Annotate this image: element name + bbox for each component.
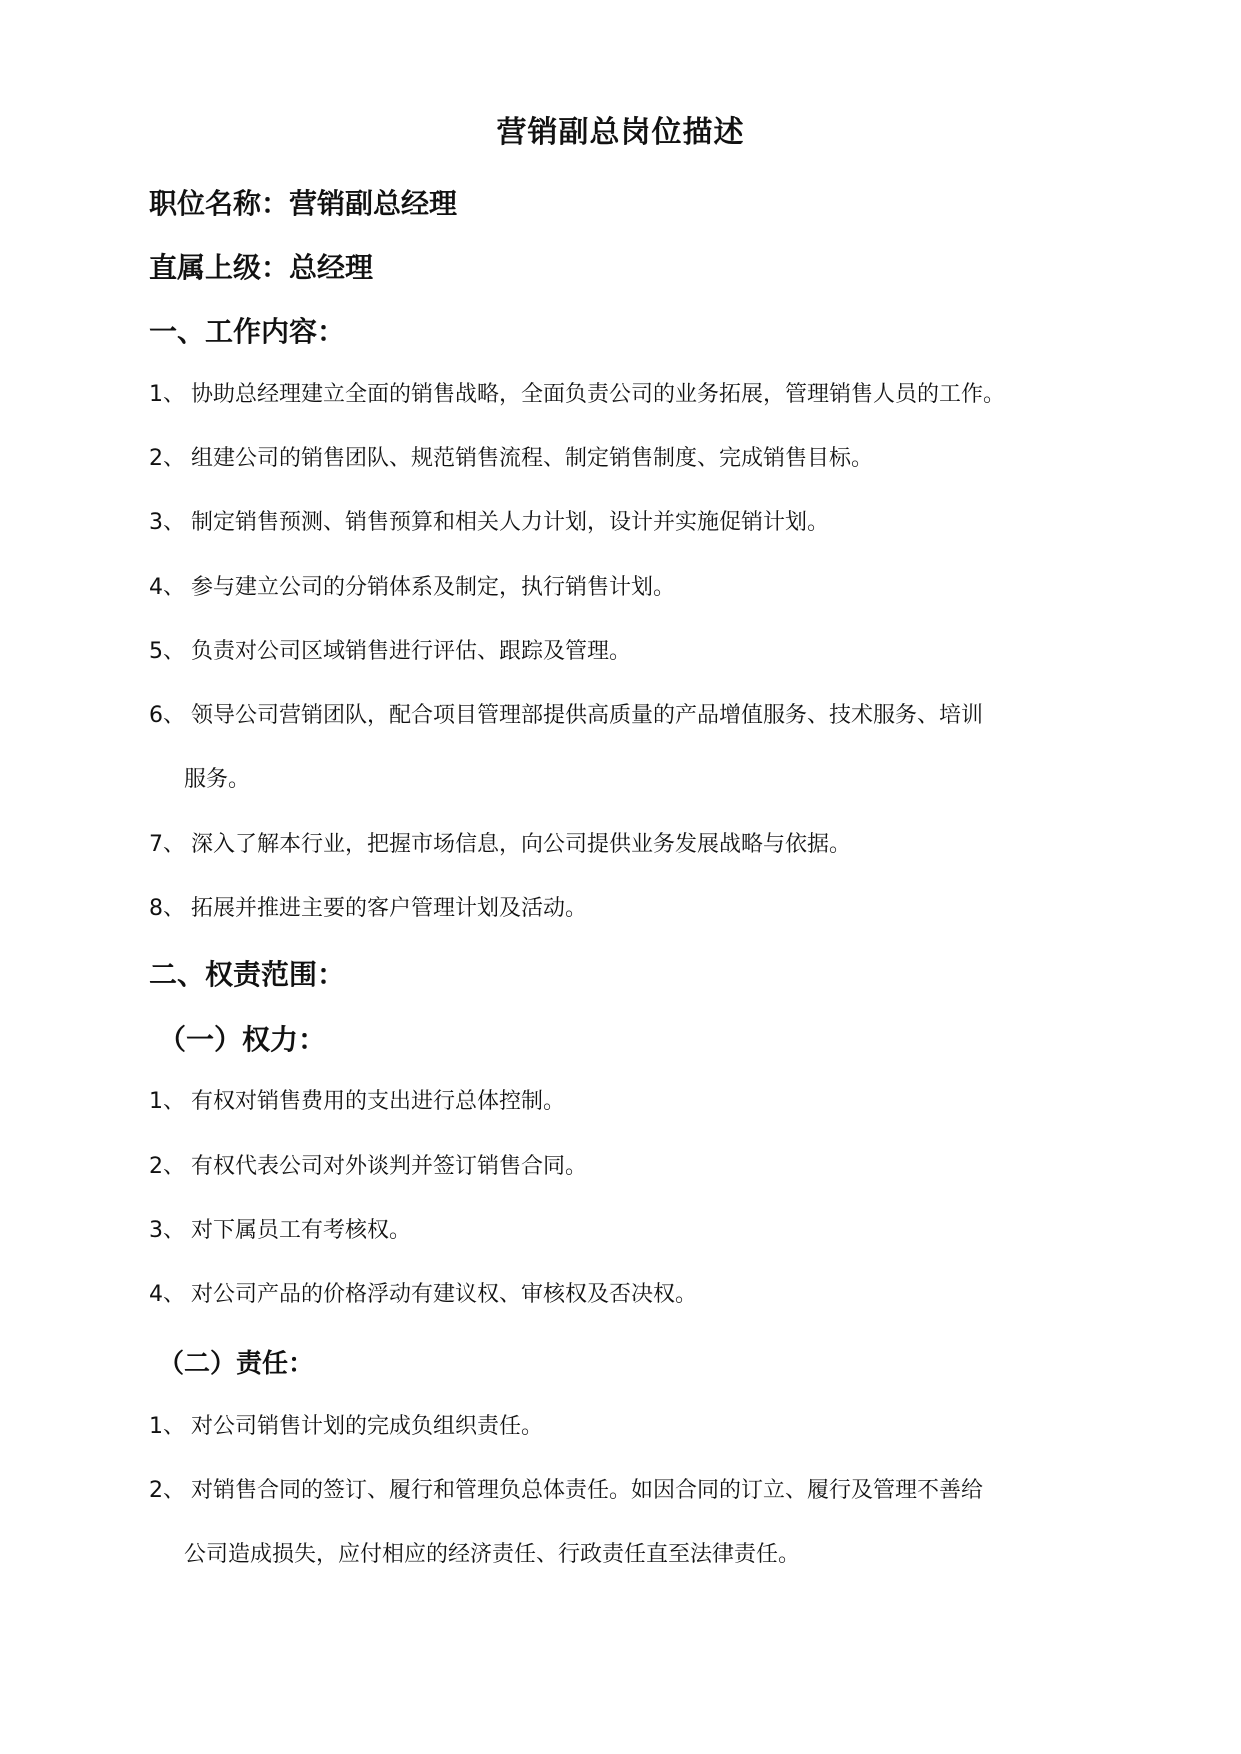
list-item (149, 893, 587, 925)
item-text: 对销售合同的签订、履行和管理负总体责任。如因合同的订立、履行及管理不善给 (191, 1478, 984, 1503)
list-item (149, 1215, 411, 1247)
responsibilities-heading: （二）责任： (158, 1349, 315, 1379)
item-number: 3、 (149, 1218, 185, 1243)
list-item (149, 700, 983, 732)
section2-heading: 二、权责范围： (149, 958, 346, 991)
item-text: 协助总经理建立全面的销售战略，全面负责公司的业务拓展，管理销售人员的工作。 (191, 382, 1006, 407)
item-text: 负责对公司区域销售进行评估、跟踪及管理。 (191, 639, 632, 664)
item-text: 深入了解本行业，把握市场信息，向公司提供业务发展战略与依据。 (191, 832, 852, 857)
item-number: 4、 (149, 1282, 185, 1307)
document-title: 营销副总岗位描述 (496, 115, 745, 150)
item-number: 2、 (149, 446, 185, 471)
item-text: 组建公司的销售团队、规范销售流程、制定销售制度、完成销售目标。 (191, 446, 874, 471)
item-number: 2、 (149, 1154, 185, 1179)
list-item (149, 636, 631, 668)
list-item (149, 1151, 587, 1183)
item-text: 领导公司营销团队，配合项目管理部提供高质量的产品增值服务、技术服务、培训 (191, 703, 984, 728)
position-name: 职位名称：营销副总经理 (149, 187, 458, 220)
list-item (149, 443, 873, 475)
item-number: 1、 (149, 382, 185, 407)
list-item (149, 1086, 565, 1118)
list-item (149, 572, 675, 604)
item-text: 有权对销售费用的支出进行总体控制。 (191, 1089, 566, 1114)
list-item (149, 829, 851, 861)
list-item-continuation: 服务。 (184, 767, 251, 792)
item-number: 3、 (149, 510, 185, 535)
section1-heading: 一、工作内容： (149, 315, 346, 348)
item-text: 拓展并推进主要的客户管理计划及活动。 (191, 896, 588, 921)
item-number: 8、 (149, 896, 185, 921)
list-item (149, 1411, 543, 1443)
item-text: 有权代表公司对外谈判并签订销售合同。 (191, 1154, 588, 1179)
item-number: 7、 (149, 832, 185, 857)
list-item (149, 379, 1005, 411)
item-number: 4、 (149, 575, 185, 600)
list-item (149, 507, 829, 539)
item-text: 对公司产品的价格浮动有建议权、审核权及否决权。 (191, 1282, 698, 1307)
supervisor: 直属上级：总经理 (149, 251, 374, 284)
item-text: 对下属员工有考核权。 (191, 1218, 412, 1243)
item-number: 1、 (149, 1414, 185, 1439)
list-item (149, 1475, 983, 1507)
item-number: 1、 (149, 1089, 185, 1114)
item-number: 2、 (149, 1478, 185, 1503)
item-text: 对公司销售计划的完成负组织责任。 (191, 1414, 544, 1439)
item-number: 6、 (149, 703, 185, 728)
list-item (149, 1279, 697, 1311)
list-item-continuation: 公司造成损失，应付相应的经济责任、行政责任直至法律责任。 (184, 1542, 801, 1567)
item-text: 参与建立公司的分销体系及制定，执行销售计划。 (191, 575, 676, 600)
powers-heading: （一）权力： (158, 1023, 327, 1056)
item-text: 制定销售预测、销售预算和相关人力计划，设计并实施促销计划。 (191, 510, 830, 535)
item-number: 5、 (149, 639, 185, 664)
